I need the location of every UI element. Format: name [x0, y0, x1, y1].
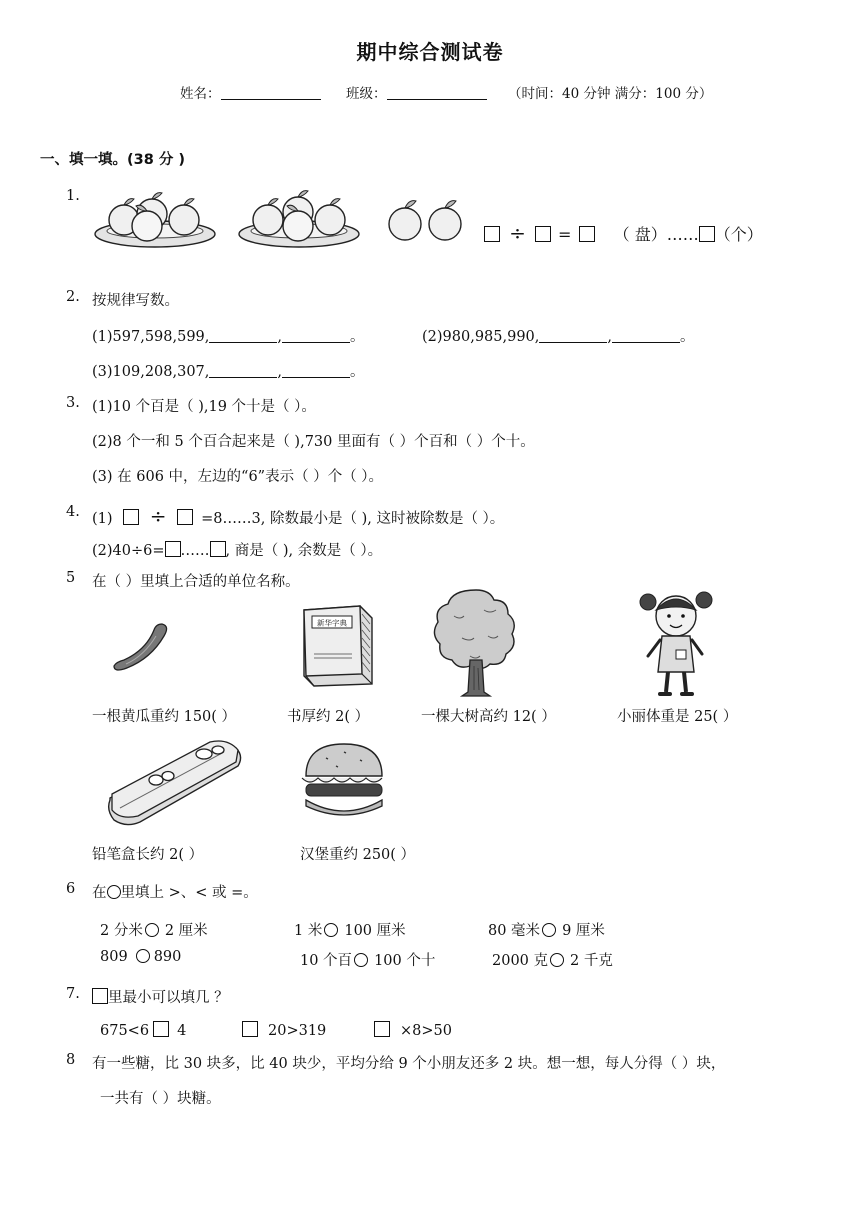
compare-circle[interactable] — [542, 923, 556, 937]
q8-number: 8 — [66, 1052, 76, 1068]
q1-number: 1. — [66, 188, 80, 204]
q6-compare: 10 个百 100 个十 — [300, 953, 436, 969]
answer-box[interactable] — [165, 541, 181, 557]
q6-number: 6 — [66, 881, 76, 897]
girl-icon — [630, 588, 722, 698]
q3-line1: (1)10 个百是（ ),19 个十是（ ）。 — [92, 399, 316, 415]
answer-box[interactable] — [242, 1021, 258, 1037]
cucumber-icon — [112, 620, 170, 672]
class-blank[interactable] — [387, 85, 487, 100]
answer-blank[interactable] — [282, 363, 350, 378]
apples-icon — [386, 196, 466, 244]
q8-line2: 一共有（ ）块糖。 — [100, 1091, 221, 1107]
compare-circle[interactable] — [145, 923, 159, 937]
q6-compare: 809 890 — [100, 949, 182, 965]
q8-line1: 有一些糖，比 30 块多，比 40 块少，平均分给 9 个小朋友还多 2 块。想一想，每人分得（ ）块， — [92, 1056, 726, 1072]
q5-item-girl: 小丽体重是 25( ） — [617, 709, 738, 725]
book-cover-label: 新华字典 — [317, 618, 347, 628]
compare-circle[interactable] — [136, 949, 150, 963]
q2-part3: (3)109,208,307, , 。 — [92, 364, 365, 380]
q7-item-c: ×8>50 — [374, 1021, 452, 1039]
q2-instruction: 按规律写数。 — [92, 293, 179, 309]
q6-compare: 2000 克 2 千克 — [492, 953, 613, 969]
answer-blank[interactable] — [209, 328, 277, 343]
q3-line2: (2)8 个一和 5 个百合起来是（ ),730 里面有（ ）个百和（ ）个十。 — [92, 434, 535, 450]
page-title: 期中综合测试卷 — [356, 40, 504, 64]
tree-icon — [434, 586, 518, 700]
q6-instruction: 在 里填上 >、< 或 =。 — [92, 885, 258, 901]
q7-instruction: 里最小可以填几 ？ — [92, 986, 229, 1007]
q4-line2: (2)40÷6= …… , 商是（ ), 余数是（ ）。 — [92, 543, 383, 559]
answer-blank[interactable] — [282, 328, 350, 343]
q6-compare: 2 分米 2 厘米 — [100, 923, 208, 939]
time-info: （时间：40 分钟 满分：100 分） — [508, 86, 713, 102]
q5-item-pencil-case: 铅笔盒长约 2( ） — [92, 847, 204, 863]
q2-part2: (2)980,985,990, , 。 — [422, 329, 695, 345]
q7-item-a: 675<6 4 — [100, 1023, 187, 1039]
answer-blank[interactable] — [209, 363, 277, 378]
q5-number: 5 — [66, 570, 76, 586]
dictionary-book-icon — [298, 604, 378, 688]
answer-blank[interactable] — [612, 328, 680, 343]
q6-compare: 1 米 100 厘米 — [294, 923, 406, 939]
q3-number: 3. — [66, 395, 80, 411]
compare-circle[interactable] — [324, 923, 338, 937]
box-icon — [92, 988, 108, 1004]
answer-box[interactable] — [177, 509, 193, 525]
q7-item-b: 20>319 — [242, 1021, 326, 1039]
name-blank[interactable] — [221, 85, 321, 100]
q4-number: 4. — [66, 504, 80, 520]
circle-icon — [107, 885, 121, 899]
answer-box[interactable] — [699, 226, 715, 242]
plate-apples-icon — [92, 184, 218, 250]
answer-box[interactable] — [374, 1021, 390, 1037]
answer-box[interactable] — [579, 226, 595, 242]
name-field — [180, 82, 321, 102]
q5-item-cucumber: 一根黄瓜重约 150( ） — [92, 709, 237, 725]
q3-line3: (3) 在 606 中，左边的“6”表示（ ）个（ ）。 — [92, 469, 384, 485]
q2-number: 2. — [66, 289, 80, 305]
answer-blank[interactable] — [539, 328, 607, 343]
q4-line1: (1) ÷ =8……3, 除数最小是（ ), 这时被除数是（ ）。 — [92, 504, 505, 528]
pencil-case-icon — [106, 738, 246, 828]
q5-item-tree: 一棵大树高约 12( ） — [421, 709, 556, 725]
name-label: 姓名： — [180, 86, 221, 102]
answer-box[interactable] — [123, 509, 139, 525]
class-label: 班级： — [346, 86, 387, 102]
q5-item-hamburger: 汉堡重约 250( ） — [300, 847, 416, 863]
answer-box[interactable] — [153, 1021, 169, 1037]
q1-equation: ÷ = （ 盘）…… （个） — [484, 221, 763, 245]
compare-circle[interactable] — [550, 953, 564, 967]
class-field — [346, 82, 487, 102]
compare-circle[interactable] — [354, 953, 368, 967]
q5-item-book: 书厚约 2( ） — [287, 709, 370, 725]
section-heading: 一、填一填。(38 分 ) — [40, 152, 186, 168]
q2-part1: (1)597,598,599, , 。 — [92, 329, 365, 345]
q7-number: 7. — [66, 986, 80, 1002]
q6-compare: 80 毫米 9 厘米 — [488, 923, 605, 939]
answer-box[interactable] — [210, 541, 226, 557]
plate-apples-icon — [236, 184, 362, 250]
hamburger-icon — [300, 740, 390, 820]
q5-instruction: 在（ ）里填上合适的单位名称。 — [92, 574, 300, 590]
answer-box[interactable] — [484, 226, 500, 242]
answer-box[interactable] — [535, 226, 551, 242]
